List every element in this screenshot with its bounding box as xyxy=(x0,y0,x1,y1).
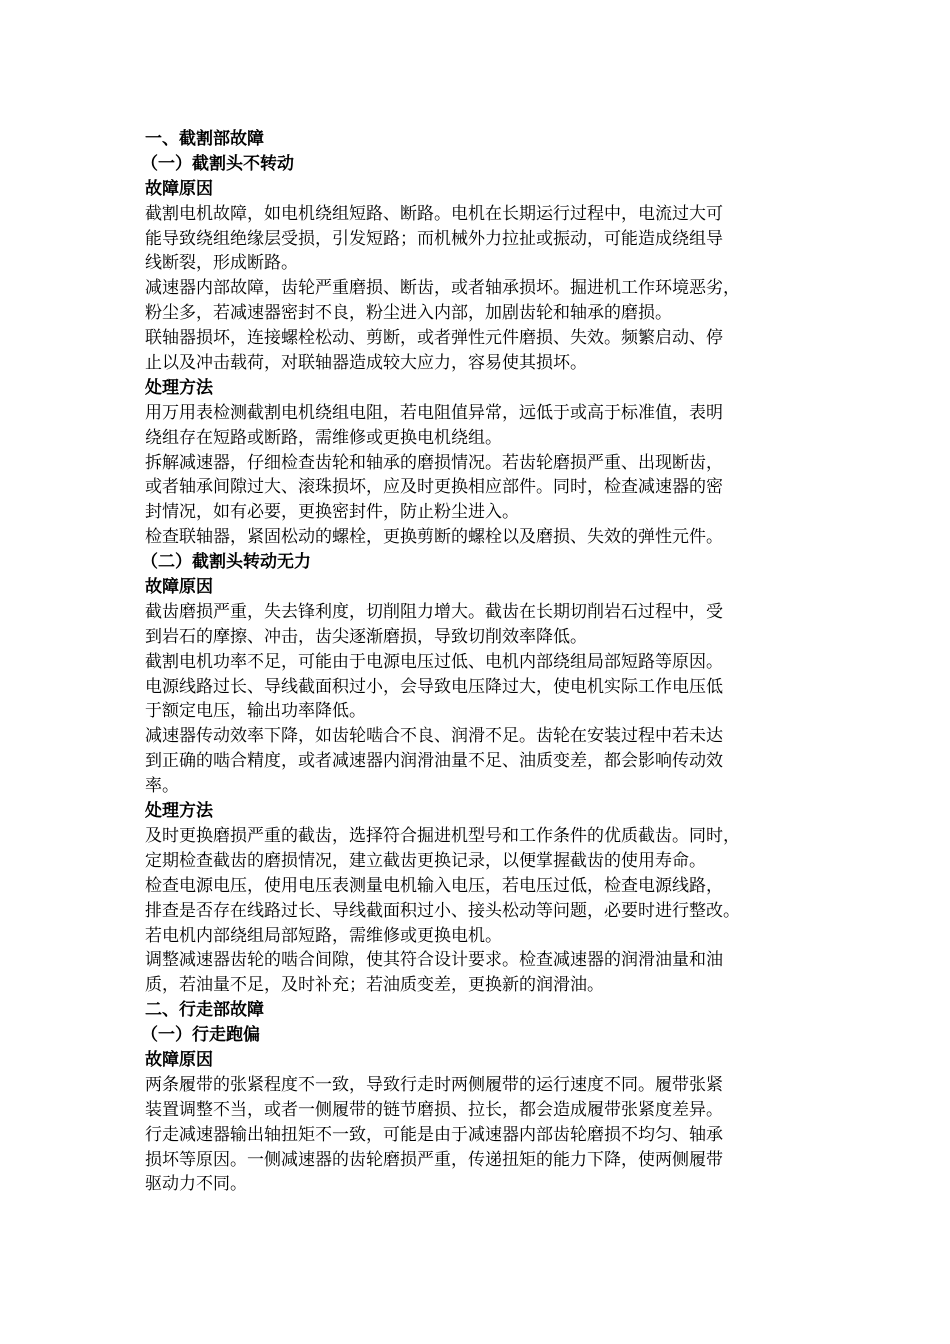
label-heading: 故障原因 xyxy=(145,577,213,598)
paragraph-line: 检查电源电压，使用电压表测量电机输入电压，若电压过低，检查电源线路， xyxy=(145,875,723,896)
paragraph-line: 截割电机功率不足，可能由于电源电压过低、电机内部绕组局部短路等原因。 xyxy=(145,651,723,672)
paragraph-line: 止以及冲击载荷，对联轴器造成较大应力，容易使其损坏。 xyxy=(145,353,587,374)
paragraph-line: 粉尘多，若减速器密封不良，粉尘进入内部，加剧齿轮和轴承的磨损。 xyxy=(145,303,672,324)
paragraph-line: 到正确的啮合精度，或者减速器内润滑油量不足、油质变差，都会影响传动效 xyxy=(145,751,723,772)
paragraph-line: 减速器传动效率下降，如齿轮啮合不良、润滑不足。齿轮在安装过程中若未达 xyxy=(145,726,723,747)
paragraph-line: 排查是否存在线路过长、导线截面积过小、接头松动等问题，必要时进行整改。 xyxy=(145,900,740,921)
paragraph-line: 线断裂，形成断路。 xyxy=(145,253,298,274)
paragraph-line: 联轴器损坏，连接螺栓松动、剪断，或者弹性元件磨损、失效。频繁启动、停 xyxy=(145,328,723,349)
paragraph-line: 调整减速器齿轮的啮合间隙，使其符合设计要求。检查减速器的润滑油量和油 xyxy=(145,950,723,971)
subsection-heading: （二）截割头转动无力 xyxy=(141,552,311,573)
paragraph-line: 绕组存在短路或断路，需维修或更换电机绕组。 xyxy=(145,427,502,448)
paragraph-line: 封情况，如有必要，更换密封件，防止粉尘进入。 xyxy=(145,502,519,523)
paragraph-line: 到岩石的摩擦、冲击，齿尖逐渐磨损，导致切削效率降低。 xyxy=(145,626,587,647)
label-heading: 处理方法 xyxy=(145,377,213,398)
paragraph-line: 质，若油量不足，及时补充；若油质变差，更换新的润滑油。 xyxy=(145,975,604,996)
paragraph-line: 用万用表检测截割电机绕组电阻，若电阻值异常，远低于或高于标准值，表明 xyxy=(145,402,723,423)
paragraph-line: 驱动力不同。 xyxy=(145,1174,247,1195)
paragraph-line: 减速器内部故障，齿轮严重磨损、断齿，或者轴承损坏。掘进机工作环境恶劣， xyxy=(145,278,740,299)
section-heading: 一、截割部故障 xyxy=(145,129,264,149)
paragraph-line: 拆解减速器，仔细检查齿轮和轴承的磨损情况。若齿轮磨损严重、出现断齿， xyxy=(145,452,723,473)
paragraph-line: 定期检查截齿的磨损情况，建立截齿更换记录，以便掌握截齿的使用寿命。 xyxy=(145,850,706,871)
label-heading: 处理方法 xyxy=(145,801,213,822)
paragraph-line: 于额定电压，输出功率降低。 xyxy=(145,701,366,722)
subsection-heading: （一）行走跑偏 xyxy=(141,1025,260,1046)
paragraph-line: 截齿磨损严重，失去锋利度，切削阻力增大。截齿在长期切削岩石过程中，受 xyxy=(145,601,723,622)
paragraph-line: 损坏等原因。一侧减速器的齿轮磨损严重，传递扭矩的能力下降，使两侧履带 xyxy=(145,1149,723,1170)
paragraph-line: 截割电机故障，如电机绕组短路、断路。电机在长期运行过程中，电流过大可 xyxy=(145,203,723,224)
paragraph-line: 能导致绕组绝缘层受损，引发短路；而机械外力拉扯或振动，可能造成绕组导 xyxy=(145,228,723,249)
paragraph-line: 装置调整不当，或者一侧履带的链节磨损、拉长，都会造成履带张紧度差异。 xyxy=(145,1099,723,1120)
paragraph-line: 电源线路过长、导线截面积过小，会导致电压降过大，使电机实际工作电压低 xyxy=(145,676,723,697)
paragraph-line: 率。 xyxy=(145,776,179,797)
section-heading: 二、行走部故障 xyxy=(145,1000,264,1021)
paragraph-line: 行走减速器输出轴扭矩不一致，可能是由于减速器内部齿轮磨损不均匀、轴承 xyxy=(145,1124,723,1145)
paragraph-line: 或者轴承间隙过大、滚珠损坏，应及时更换相应部件。同时，检查减速器的密 xyxy=(145,477,723,498)
paragraph-line: 检查联轴器，紧固松动的螺栓，更换剪断的螺栓以及磨损、失效的弹性元件。 xyxy=(145,527,723,548)
paragraph-line: 若电机内部绕组局部短路，需维修或更换电机。 xyxy=(145,925,502,946)
subsection-heading: （一）截割头不转动 xyxy=(141,153,294,174)
paragraph-line: 及时更换磨损严重的截齿，选择符合掘进机型号和工作条件的优质截齿。同时， xyxy=(145,825,740,846)
paragraph-line: 两条履带的张紧程度不一致，导致行走时两侧履带的运行速度不同。履带张紧 xyxy=(145,1074,723,1095)
document-body xyxy=(141,127,805,1197)
label-heading: 故障原因 xyxy=(145,1049,213,1070)
label-heading: 故障原因 xyxy=(145,178,213,199)
